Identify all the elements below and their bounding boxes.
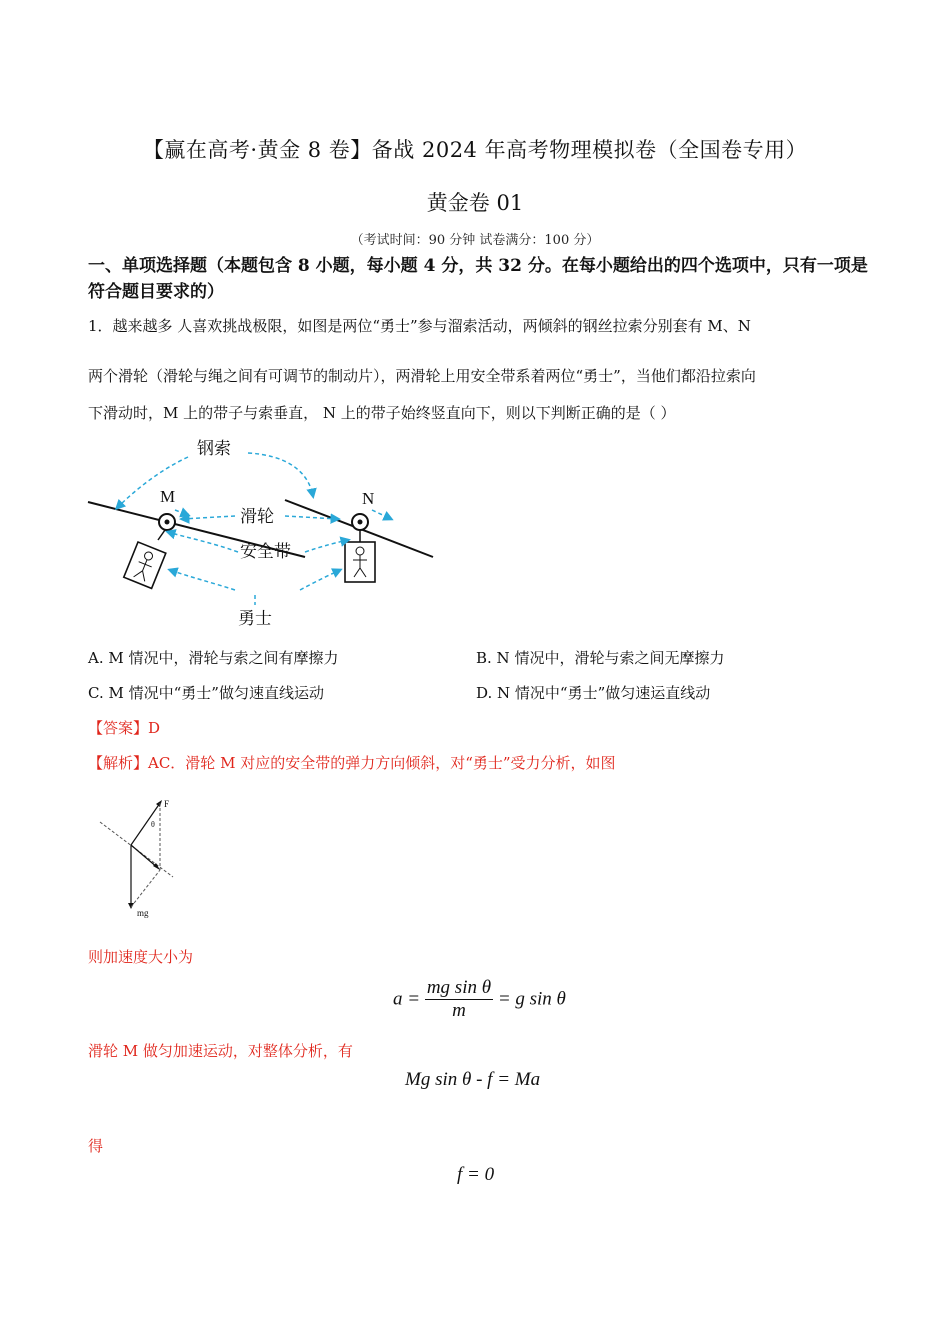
force-label-theta: θ [151, 820, 155, 829]
equation-1-numerator: mg sin θ [426, 977, 492, 998]
equation-1-right: = g sin θ [497, 988, 566, 1010]
label-pulley: 滑轮 [240, 507, 274, 527]
question-1-line-1: 1．越来越多 人喜欢挑战极限，如图是两位“勇士”参与溜索活动，两倾斜的钢丝拉索分别套有 M、N [88, 317, 751, 335]
option-a: A. M 情况中，滑轮与索之间有摩擦力 [88, 649, 339, 667]
label-cable: 钢索 [197, 439, 231, 459]
force-label-mg: mg [137, 908, 149, 918]
label-hero: 勇士 [238, 609, 272, 629]
equation-1-denominator: m [452, 1000, 466, 1021]
answer-label: 【答案】D [88, 719, 161, 737]
hero-m-icon [124, 542, 166, 588]
equation-1-fraction [425, 977, 493, 1022]
question-1-line-2: 两个滑轮（滑轮与绳之间有可调节的制动片），两滑轮上用安全带系着两位“勇士”，当他们都沿拉索向 [88, 367, 756, 385]
page-subtitle: 黄金卷 01 [426, 191, 524, 215]
exam-meta: （考试时间：90 分钟 试卷满分：100 分） [350, 233, 600, 248]
section-heading: 一、单项选择题（本题包含 8 小题，每小题 4 分，共 32 分。在每小题给出的四个选项中，只有一项是符合题目要求的） [88, 256, 868, 302]
analysis-label: 【解析】AC．滑轮 M 对应的安全带的弹力方向倾斜，对“勇士”受力分析，如图 [88, 754, 616, 772]
option-c: C. M 情况中“勇士”做匀速直线运动 [88, 684, 324, 702]
analysis-text-2: 滑轮 M 做匀加速运动，对整体分析，有 [88, 1042, 353, 1060]
label-belt: 安全带 [240, 542, 291, 562]
analysis-text-1: 则加速度大小为 [88, 948, 194, 966]
analysis-text-3: 得 [88, 1137, 104, 1155]
option-d: D. N 情况中“勇士”做匀速运直线动 [476, 684, 711, 702]
page-title: 【赢在高考·黄金 8 卷】备战 2024 年高考物理模拟卷（全国卷专用） [142, 138, 808, 162]
force-diagram [95, 795, 180, 920]
label-n: N [362, 489, 375, 508]
hero-n-icon [345, 542, 375, 582]
equation-1 [393, 977, 566, 1022]
option-b: B. N 情况中，滑轮与索之间无摩擦力 [476, 649, 725, 667]
force-label-f: F [164, 799, 170, 809]
label-m: M [160, 487, 176, 506]
equation-3: f = 0 [457, 1164, 495, 1185]
question-1-line-3: 下滑动时，M 上的带子与索垂直， N 上的带子始终竖直向下，则以下判断正确的是（ ） [88, 404, 676, 422]
zipline-figure [80, 430, 450, 635]
equation-1-left: a = [393, 988, 421, 1010]
equation-2: Mg sin θ - f = Ma [405, 1069, 541, 1090]
